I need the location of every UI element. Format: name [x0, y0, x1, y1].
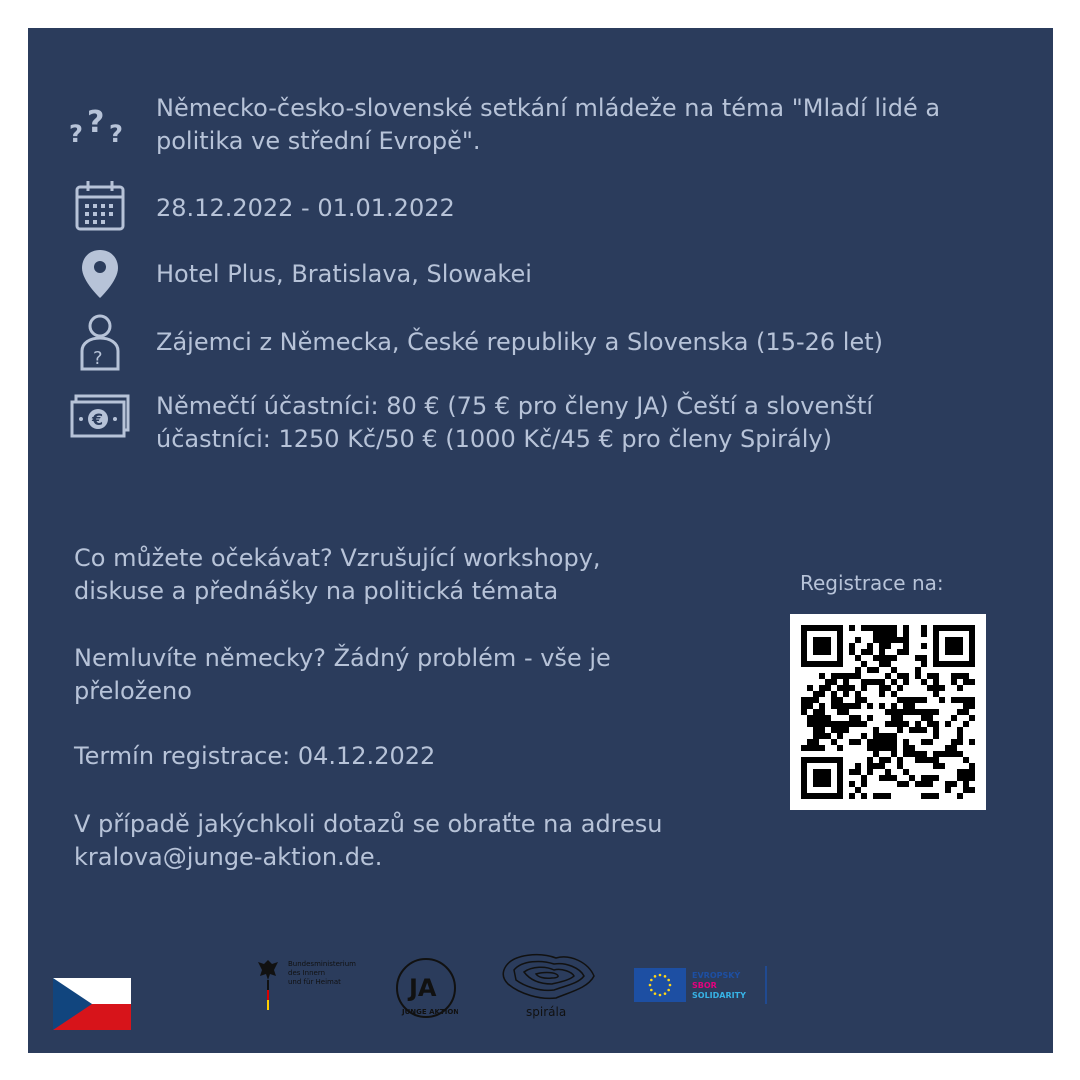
bmi-line2: des Innern	[288, 969, 326, 977]
svg-text:?: ?	[69, 120, 83, 146]
registration-label: Registrace na:	[800, 571, 944, 595]
location-pin-icon	[68, 244, 132, 304]
bmi-logo	[256, 956, 376, 1016]
svg-text:?: ?	[109, 120, 123, 146]
dates-text: 28.12.2022 - 01.01.2022	[156, 194, 455, 222]
deadline-paragraph: Termín registrace: 04.12.2022	[74, 742, 436, 770]
expect-paragraph: Co můžete očekávat? Vzrušující workshopy, diskuse a přednášky na politická témata	[74, 544, 601, 605]
european-solidarity-corps-logo	[634, 966, 768, 1006]
fees-text: Němečtí účastníci: 80 € (75 € pro členy JA) Čeští a slovenští účastníci: 1250 Kč/50 € (1000 Kč/45 € pro členy Spirály)	[156, 392, 874, 453]
euro-banknote-icon	[68, 386, 132, 446]
question-marks-icon	[68, 94, 132, 154]
location-text: Hotel Plus, Bratislava, Slowakei	[156, 260, 532, 288]
junge-aktion-logo	[394, 956, 458, 1020]
esc-line3: SOLIDARITY	[692, 991, 746, 1000]
eagle-icon	[256, 956, 280, 1016]
person-question-icon	[68, 312, 132, 372]
participants-text: Zájemci z Německa, České republiky a Slovenska (15-26 let)	[156, 328, 883, 356]
esc-line1: EVROPSKÝ	[692, 971, 741, 980]
czech-flag-icon	[53, 978, 131, 1030]
spirala-text: spirála	[526, 1005, 567, 1019]
contact-paragraph: V případě jakýchkoli dotazů se obraťte na adresu kralova@junge-aktion.de.	[74, 810, 663, 871]
esc-line2: SBOR	[692, 981, 717, 990]
svg-text:?: ?	[93, 348, 103, 369]
ja-mark: JA	[409, 974, 437, 1002]
svg-text:?: ?	[87, 105, 105, 140]
ja-text: JUNGE AKTION	[402, 1008, 458, 1016]
calendar-icon	[68, 176, 132, 236]
event-flyer	[28, 28, 1053, 1053]
bmi-line3: und für Heimat	[288, 978, 341, 986]
topic-text: Německo-česko-slovenské setkání mládeže na téma "Mladí lidé a politika ve střední Evropě".	[156, 94, 941, 155]
svg-text:€: €	[92, 410, 104, 429]
bmi-line1: Bundesministerium	[288, 960, 356, 968]
spirala-logo	[500, 948, 600, 1022]
language-paragraph: Nemluvíte německy? Žádný problém - vše je přeloženo	[74, 644, 611, 705]
registration-qr-code[interactable]	[790, 614, 986, 810]
